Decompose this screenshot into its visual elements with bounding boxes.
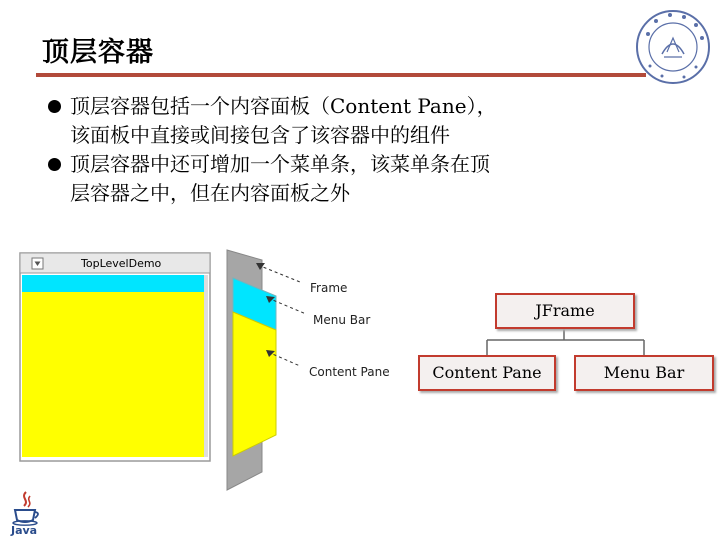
callout-content-pane: Content Pane xyxy=(309,365,390,379)
window-content-area xyxy=(22,292,204,457)
tree-node-content-pane: Content Pane xyxy=(418,355,556,391)
bullet-text-line: 层容器之中，但在内容面板之外 xyxy=(70,181,350,205)
callout-frame: Frame xyxy=(310,281,348,295)
title-underline xyxy=(36,73,646,77)
layers-exploded xyxy=(227,250,276,490)
bullet-dot-icon xyxy=(48,100,61,113)
slide-title: 顶层容器 xyxy=(42,37,154,68)
bullet-list xyxy=(48,92,688,208)
callout-menu-bar: Menu Bar xyxy=(313,313,371,327)
java-logo-icon xyxy=(8,490,44,536)
svg-text:Java: Java xyxy=(11,524,38,536)
window-menu-bar xyxy=(22,275,204,292)
bullet-text-line: 顶层容器包括一个内容面板（Content Pane）， xyxy=(70,94,497,118)
bullet-item xyxy=(48,92,688,150)
bullet-dot-icon xyxy=(48,158,61,171)
bullet-text-line: 该面板中直接或间接包含了该容器中的组件 xyxy=(70,123,450,147)
content-layer xyxy=(233,312,276,456)
bullet-item xyxy=(48,150,688,208)
window-title: TopLevelDemo xyxy=(81,257,162,270)
tree-connectors xyxy=(487,328,644,355)
university-seal-icon xyxy=(634,8,712,86)
demo-window xyxy=(20,253,210,461)
tree-node-menu-bar: Menu Bar xyxy=(574,355,714,391)
bullet-text-line: 顶层容器中还可增加一个菜单条，该菜单条在顶 xyxy=(70,152,490,176)
tree-node-jframe: JFrame xyxy=(495,293,635,329)
